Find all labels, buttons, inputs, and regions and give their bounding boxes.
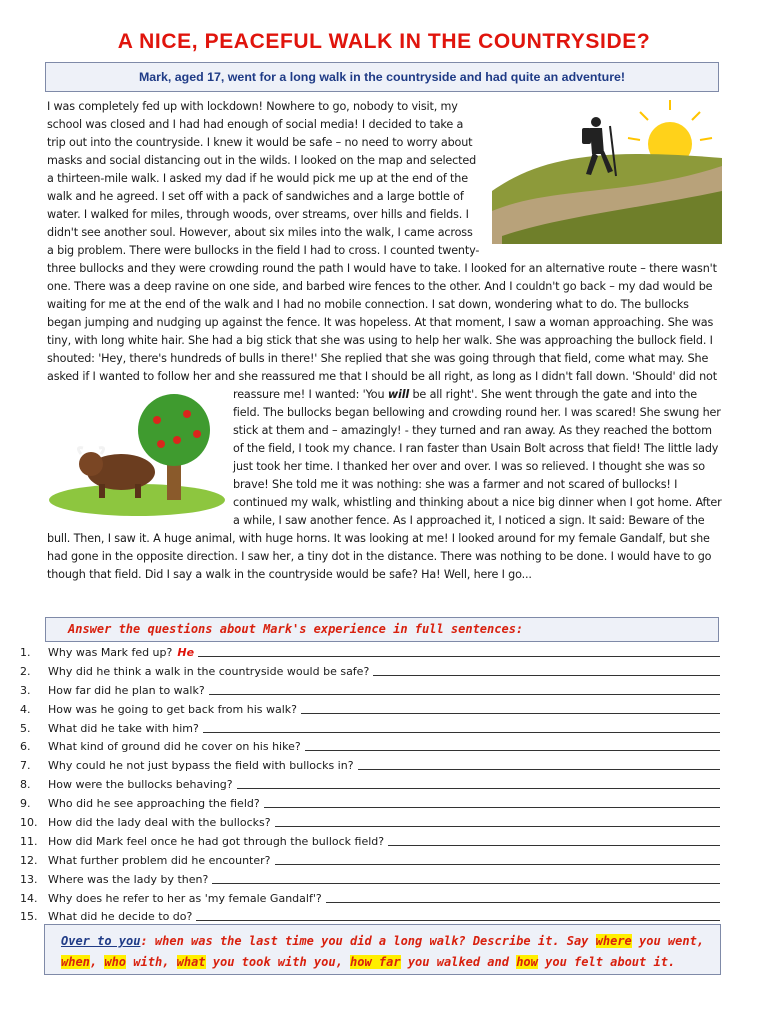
- task-text: you went,: [631, 934, 705, 948]
- question-text: What kind of ground did he cover on his hike?: [48, 740, 301, 754]
- task-lead: Over to you: [61, 934, 141, 948]
- question-number: 14.: [20, 891, 38, 905]
- task-highlight: how far: [350, 955, 401, 969]
- question-number: 5.: [20, 721, 31, 735]
- question-text: How was he going to get back from his walk?: [48, 702, 298, 716]
- answer-line[interactable]: [305, 738, 720, 751]
- questions-heading: Answer the questions about Mark's experience in full sentences:: [45, 617, 719, 642]
- question-number: 1.: [20, 646, 31, 659]
- question-item: [20, 890, 720, 909]
- task-highlight: who: [104, 955, 127, 969]
- question-number: 8.: [20, 778, 31, 792]
- question-number: 7.: [20, 759, 31, 773]
- question-item: [20, 682, 720, 701]
- answer-line[interactable]: [373, 663, 720, 676]
- task-highlight: how: [516, 955, 538, 969]
- question-number: 9.: [20, 797, 31, 811]
- question-text: What further problem did he encounter?: [48, 853, 271, 867]
- question-text: Why does he refer to her as 'my female Gandalf'?: [48, 891, 322, 905]
- answer-line[interactable]: [275, 852, 720, 865]
- answer-line[interactable]: [358, 757, 720, 770]
- question-item: [20, 776, 720, 795]
- answer-line[interactable]: [203, 720, 720, 733]
- task-highlight: what: [176, 955, 206, 969]
- answer-line[interactable]: [388, 833, 720, 846]
- intro-banner: Mark, aged 17, went for a long walk in the countryside and had quite an adventure!: [45, 62, 719, 92]
- question-item: [20, 738, 720, 757]
- answer-line[interactable]: [212, 871, 720, 884]
- question-text: Who did he see approaching the field?: [48, 797, 260, 811]
- question-text: How did Mark feel once he had got through the bullock field?: [48, 834, 385, 848]
- question-item: [20, 795, 720, 814]
- question-text: Why did he think a walk in the countryside would be safe?: [48, 664, 370, 678]
- answer-line[interactable]: [264, 795, 720, 808]
- question-number: 11.: [20, 834, 38, 848]
- question-item: [20, 701, 720, 720]
- question-text: How far did he plan to walk?: [48, 683, 205, 697]
- task-highlight: when: [61, 955, 90, 969]
- question-list: [20, 644, 720, 927]
- question-text: Why could he not just bypass the field with bullocks in?: [48, 759, 354, 773]
- story-part1: I was completely fed up with lockdown! Nowhere to go, nobody to visit, my school was closed and I had had enough of social media! I decided to take a trip out into the countryside. I knew it would be safe – no need to worry about masks and social distancing out in the wilds. I looked on the map and selected a thirteen-mile walk. I asked my dad if he would pick me up at the end of the walk and he agreed. I set off with a pack of sandwiches and a large bottle of water. I walked for miles, through woods, over streams, over hills and fields. I didn't see another soul. However, about six miles into the walk, I came across a big problem. There were bullocks in the field I had to cross. I counted twenty-three bullocks and they were crowding round the path I would have to take. I looked for an alternative route – there wasn't one. There was a deep ravine on one side, and barbed wire fences to the other. And I couldn't go back – my dad would be waiting for me at the end of the walk and I had no mobile connection. I sat down, wondering what to do. The bullocks began jumping and nudging up against the fence. It was hopeless. At that moment, I saw a woman approaching. She was tiny, with long white hair. She had a big stick that she was using to help her walk. She was approaching the bullock field. I shouted: 'Hey, there's hundreds of bulls in there!' She replied that she was going through that field, come what may. She asked if I wanted to follow her and she reassured me that I should be all right, as long as I didn't fall down. 'Should' did not reassure me! I wanted: 'You: [47, 100, 717, 401]
- question-item: [20, 663, 720, 682]
- answer-line[interactable]: [198, 644, 720, 657]
- question-item: [20, 757, 720, 776]
- story-text: [47, 98, 722, 584]
- question-item: [20, 644, 720, 663]
- question-item: [20, 720, 720, 739]
- answer-line[interactable]: [301, 701, 720, 714]
- question-item: [20, 833, 720, 852]
- answer-line[interactable]: [196, 908, 720, 921]
- question-number: 15.: [20, 910, 38, 924]
- question-number: 10.: [20, 816, 38, 830]
- question-number: 3.: [20, 683, 31, 697]
- hiker-illustration-icon: [492, 96, 722, 244]
- question-number: 2.: [20, 664, 31, 678]
- question-text: What did he decide to do?: [48, 910, 193, 924]
- question-number: 13.: [20, 872, 38, 886]
- answer-start: He: [177, 646, 195, 659]
- task-text: ,: [89, 955, 105, 969]
- question-item: [20, 852, 720, 871]
- question-text: Why was Mark fed up?: [48, 646, 173, 659]
- story-emphasis: will: [387, 388, 410, 401]
- task-highlight: where: [595, 934, 632, 948]
- writing-task: [44, 924, 721, 975]
- bull-illustration-icon: [47, 390, 225, 516]
- question-number: 6.: [20, 740, 31, 754]
- question-text: What did he take with him?: [48, 721, 199, 735]
- question-text: How were the bullocks behaving?: [48, 778, 233, 792]
- story-part2: be all right'. She went through the gate and into the field. The bullocks began bellowing and crowding round her. I was scared! She swung her stick at them and – amazingly! - they turned and ran away. As they reached the bottom of the field, I took my chance. I ran faster than Usain Bolt across that field! The little lady just took her time. I thanked her over and over. I was so relieved. I thought she was so brave! She told me it was nothing: she was a farmer and not scared of bullocks! I continued my walk, whistling and thinking about a nice big dinner when I got home. After a while, I saw another fence. As I approached it, I noticed a sign. It said: Beware of the bull. Then, I saw it. A huge animal, with huge horns. It was looking at me! I looked around for my female Gandalf, but she had gone in the opposite direction. I saw her, a tiny dot in the distance. There was nothing to be done. I would have to go though that field. Did I say a walk in the countryside would be safe? Ha! Well, here I go...: [47, 388, 722, 581]
- question-item: [20, 814, 720, 833]
- answer-line[interactable]: [209, 682, 720, 695]
- page-title: A NICE, PEACEFUL WALK IN THE COUNTRYSIDE?: [117, 30, 651, 53]
- question-text: How did the lady deal with the bullocks?: [48, 816, 271, 830]
- task-text: you felt about it.: [537, 955, 676, 969]
- answer-line[interactable]: [326, 890, 720, 903]
- answer-line[interactable]: [237, 776, 720, 789]
- task-text: with,: [126, 955, 177, 969]
- question-number: 12.: [20, 853, 38, 867]
- task-text: : when was the last time you did a long walk? Describe it. Say: [140, 934, 596, 948]
- question-item: [20, 871, 720, 890]
- task-text: you walked and: [400, 955, 517, 969]
- answer-line[interactable]: [275, 814, 720, 827]
- question-number: 4.: [20, 702, 31, 716]
- task-text: you took with you,: [205, 955, 351, 969]
- question-text: Where was the lady by then?: [48, 872, 209, 886]
